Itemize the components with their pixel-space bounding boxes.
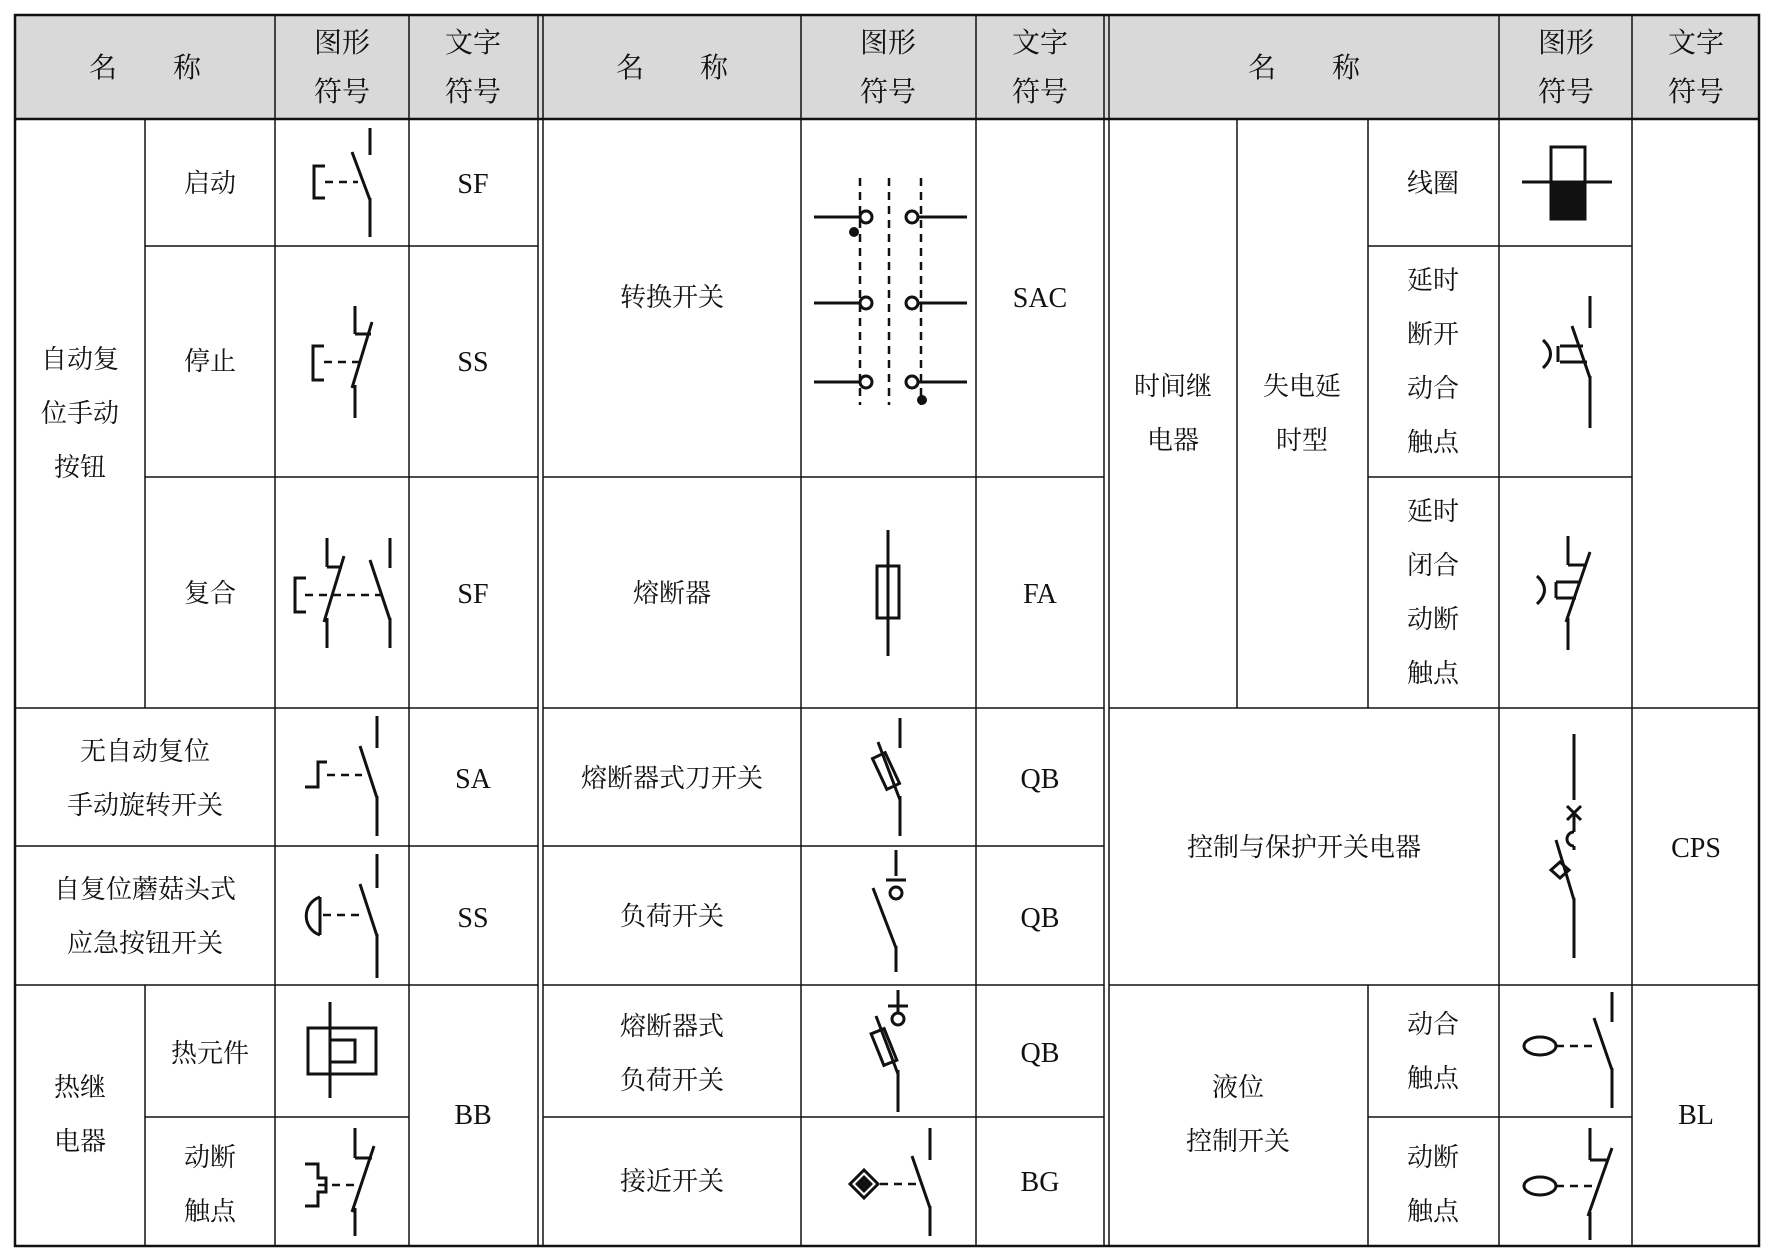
group-label-line: 时间继 [1133, 372, 1213, 402]
row-name-start: 启动 [183, 169, 237, 199]
changeover-switch-icon [814, 178, 967, 405]
row-name-line: 触点 [1406, 1197, 1460, 1227]
row-code: BB [454, 1100, 492, 1131]
thermal-nc-contact-icon [305, 1128, 374, 1236]
row-name-line: 动断 [183, 1143, 237, 1173]
group-label-line: 电器 [1146, 426, 1200, 456]
header-text-middle-2: 符号 [1011, 75, 1069, 108]
proximity-switch-icon [850, 1128, 930, 1236]
level-switch-group [1186, 1010, 1714, 1227]
row-name-changeover: 转换开关 [619, 283, 725, 313]
control-protection-switch-icon [1551, 734, 1581, 958]
row-name-line: 触点 [1406, 1064, 1460, 1094]
stop-push-button-icon [313, 306, 372, 418]
group-label-line: 按钮 [53, 453, 107, 483]
header-graphic-left-1: 图形 [313, 26, 371, 59]
level-no-contact-icon [1524, 992, 1612, 1108]
rotary-switch-icon [305, 716, 377, 836]
group-label-line: 自动复 [40, 345, 120, 375]
row-name-line: 延时 [1406, 266, 1460, 296]
row-code-proximity: BG [1020, 1167, 1060, 1198]
header-graphic-middle-1: 图形 [859, 26, 917, 59]
row-name-compound: 复合 [183, 579, 237, 609]
row-name-line: 闭合 [1406, 551, 1460, 581]
row-code: SA [455, 764, 491, 795]
row-name-line: 触点 [183, 1197, 237, 1227]
group-label-line: 控制开关 [1185, 1127, 1291, 1157]
row-code-cps: CPS [1671, 833, 1721, 864]
delayed-close-nc-contact-icon [1537, 536, 1590, 650]
subgroup-label-line: 时型 [1275, 426, 1329, 456]
thermal-element-icon [308, 1002, 376, 1098]
group-label-line: 热继 [53, 1073, 107, 1103]
delayed-break-no-contact-icon [1543, 296, 1590, 428]
row-code-start: SF [457, 169, 489, 200]
mushroom-head-button-icon [306, 854, 377, 978]
header-name-middle: 名 称 [615, 51, 729, 84]
row-name-load-switch: 负荷开关 [619, 902, 725, 932]
header-text-middle-1: 文字 [1011, 26, 1069, 59]
row-code-load-switch: QB [1020, 903, 1060, 934]
mushroom-switch-row [54, 875, 489, 959]
row-code: SS [457, 903, 489, 934]
header-graphic-left-2: 符号 [313, 75, 371, 108]
row-name-line: 动断 [1406, 1143, 1460, 1173]
row-code-stop: SS [457, 347, 489, 378]
group-label-line: 位手动 [40, 399, 120, 429]
row-name-line: 触点 [1406, 428, 1460, 458]
row-name-line: 应急按钮开关 [66, 929, 224, 959]
row-name-stop: 停止 [183, 347, 237, 377]
row-name-coil: 线圈 [1406, 169, 1460, 199]
load-switch-icon [873, 850, 906, 972]
header-text-right-2: 符号 [1667, 75, 1725, 108]
header-name-right: 名 称 [1247, 51, 1361, 84]
row-code-changeover: SAC [1012, 283, 1068, 314]
row-name-fuse: 熔断器 [632, 579, 712, 609]
rotary-switch-row [67, 737, 492, 821]
header-graphic-right-1: 图形 [1537, 26, 1595, 59]
fuse-icon [877, 530, 899, 656]
header-graphic-middle-2: 符号 [859, 75, 917, 108]
group-label-line: 电器 [53, 1127, 107, 1157]
row-code-fuse-load: QB [1020, 1038, 1060, 1069]
group-label-line: 液位 [1211, 1073, 1265, 1103]
fuse-load-switch-icon [871, 990, 908, 1112]
row-name-line: 动合 [1406, 1010, 1460, 1040]
compound-push-button-icon [295, 538, 390, 648]
row-name-line: 延时 [1406, 497, 1460, 527]
row-name-line: 负荷开关 [619, 1066, 725, 1096]
thermal-relay-group [54, 1039, 492, 1227]
fuse-knife-switch-icon [872, 718, 900, 836]
auto-reset-button-group [41, 169, 489, 610]
row-name-line: 触点 [1406, 659, 1460, 689]
row-name-line: 自复位蘑菇头式 [53, 875, 237, 905]
row-name-line: 动断 [1406, 605, 1460, 635]
header-graphic-right-2: 符号 [1537, 75, 1595, 108]
row-code-fuse-knife: QB [1020, 764, 1060, 795]
level-nc-contact-icon [1524, 1128, 1612, 1240]
row-name-line: 断开 [1406, 320, 1460, 350]
row-name-line: 无自动复位 [79, 737, 211, 767]
row-name-proximity: 接近开关 [619, 1167, 725, 1197]
cps-row [1187, 833, 1721, 864]
row-name-line: 动合 [1406, 374, 1460, 404]
row-code-compound: SF [457, 579, 489, 610]
row-name-line: 熔断器式 [619, 1012, 725, 1042]
row-name-line: 手动旋转开关 [66, 791, 224, 821]
row-name-fuse-knife: 熔断器式刀开关 [580, 764, 764, 794]
row-code-level: BL [1678, 1100, 1714, 1131]
header-name-left: 名 称 [88, 51, 202, 84]
delay-coil-icon [1522, 147, 1612, 219]
row-code-fuse: FA [1023, 579, 1057, 610]
row-name-cps: 控制与保护开关电器 [1186, 833, 1422, 863]
header-text-left-2: 符号 [444, 75, 502, 108]
time-relay-group [1134, 169, 1460, 689]
row-name-thermal-element: 热元件 [170, 1039, 250, 1069]
subgroup-label-line: 失电延 [1262, 372, 1342, 402]
middle-rows [581, 283, 1067, 1198]
start-push-button-icon [314, 128, 370, 237]
header-text-right-1: 文字 [1667, 26, 1725, 59]
header-text-left-1: 文字 [444, 26, 502, 59]
